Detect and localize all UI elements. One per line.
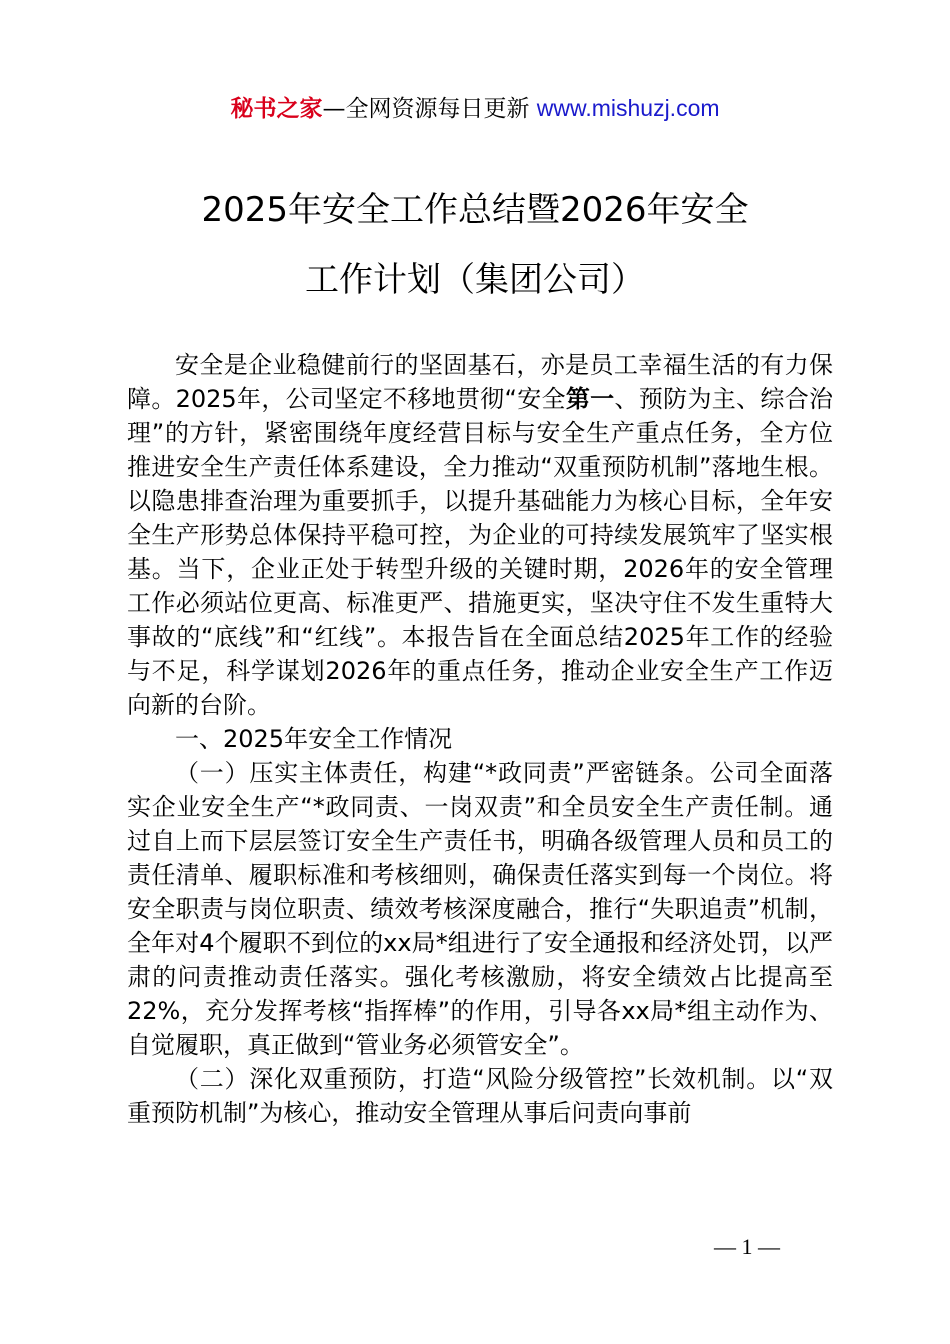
- intro-paragraph: [127, 348, 833, 722]
- document-title-line-1: 2025年安全工作总结暨2026年安全: [201, 190, 749, 230]
- page-number: — 1 —: [714, 1234, 780, 1259]
- site-brand: 秘书之家: [230, 96, 323, 122]
- site-header: [0, 90, 950, 123]
- intro-text-bold: 第一: [565, 385, 615, 413]
- site-tagline: —全网资源每日更新: [322, 96, 537, 122]
- item-paragraph-1: （一）压实主体责任，构建“*政同责”严密链条。公司全面落实企业安全生产“*政同责、一岗双责”和全员安全生产责任制。通过自上而下层层签订安全生产责任书，明确各级管理人员和员工的责任清单、履职标准和考核细则，确保责任落实到每一个岗位。将安全职责与岗位职责、绩效考核深度融合，推行“失职追责”机制，全年对4个履职不到位的xx局*组进行了安全通报和经济处罚，以严肃的问责推动责任落实。强化考核激励，将安全绩效占比提高至22%，充分发挥考核“指挥棒”的作用，引导各xx局*组主动作为、自觉履职，真正做到“管业务必须管安全”。: [127, 759, 833, 1059]
- page-footer: [0, 1234, 950, 1260]
- site-url-link[interactable]: www.mishuzj.com: [536, 95, 720, 121]
- intro-text-b: 、预防为主、综合治理”的方针，紧密围绕年度经营目标与安全生产重点任务，全方位推进安全生产责任体系建设，全力推动“双重预防机制”落地生根。以隐患排查治理为重要抓手，以提升基础能力为核心目标，全年安全生产形势总体保持平稳可控，为企业的可持续发展筑牢了坚实根基。当下，企业正处于转型升级的关键时期，2026年的安全管理工作必须站位更高、标准更严、措施更实，坚决守住不发生重特大事故的“底线”和“红线”。本报告旨在全面总结2025年工作的经验与不足，科学谋划2026年的重点任务，推动企业安全生产工作迈向新的台阶。: [127, 385, 834, 719]
- section-heading-1: 一、2025年安全工作情况: [175, 725, 453, 753]
- intro-text-a: 安全是企业稳健前行的坚固基石，亦是员工幸福生活的有力保障。2025年，公司坚定不移地贯彻“安全: [127, 351, 833, 413]
- item-paragraph-2: （二）深化双重预防，打造“风险分级管控”长效机制。以“双重预防机制”为核心，推动安全管理从事后问责向事前: [127, 1065, 833, 1127]
- document-title-line-2: 工作计划（集团公司）: [305, 260, 645, 300]
- document-body: [127, 348, 833, 1130]
